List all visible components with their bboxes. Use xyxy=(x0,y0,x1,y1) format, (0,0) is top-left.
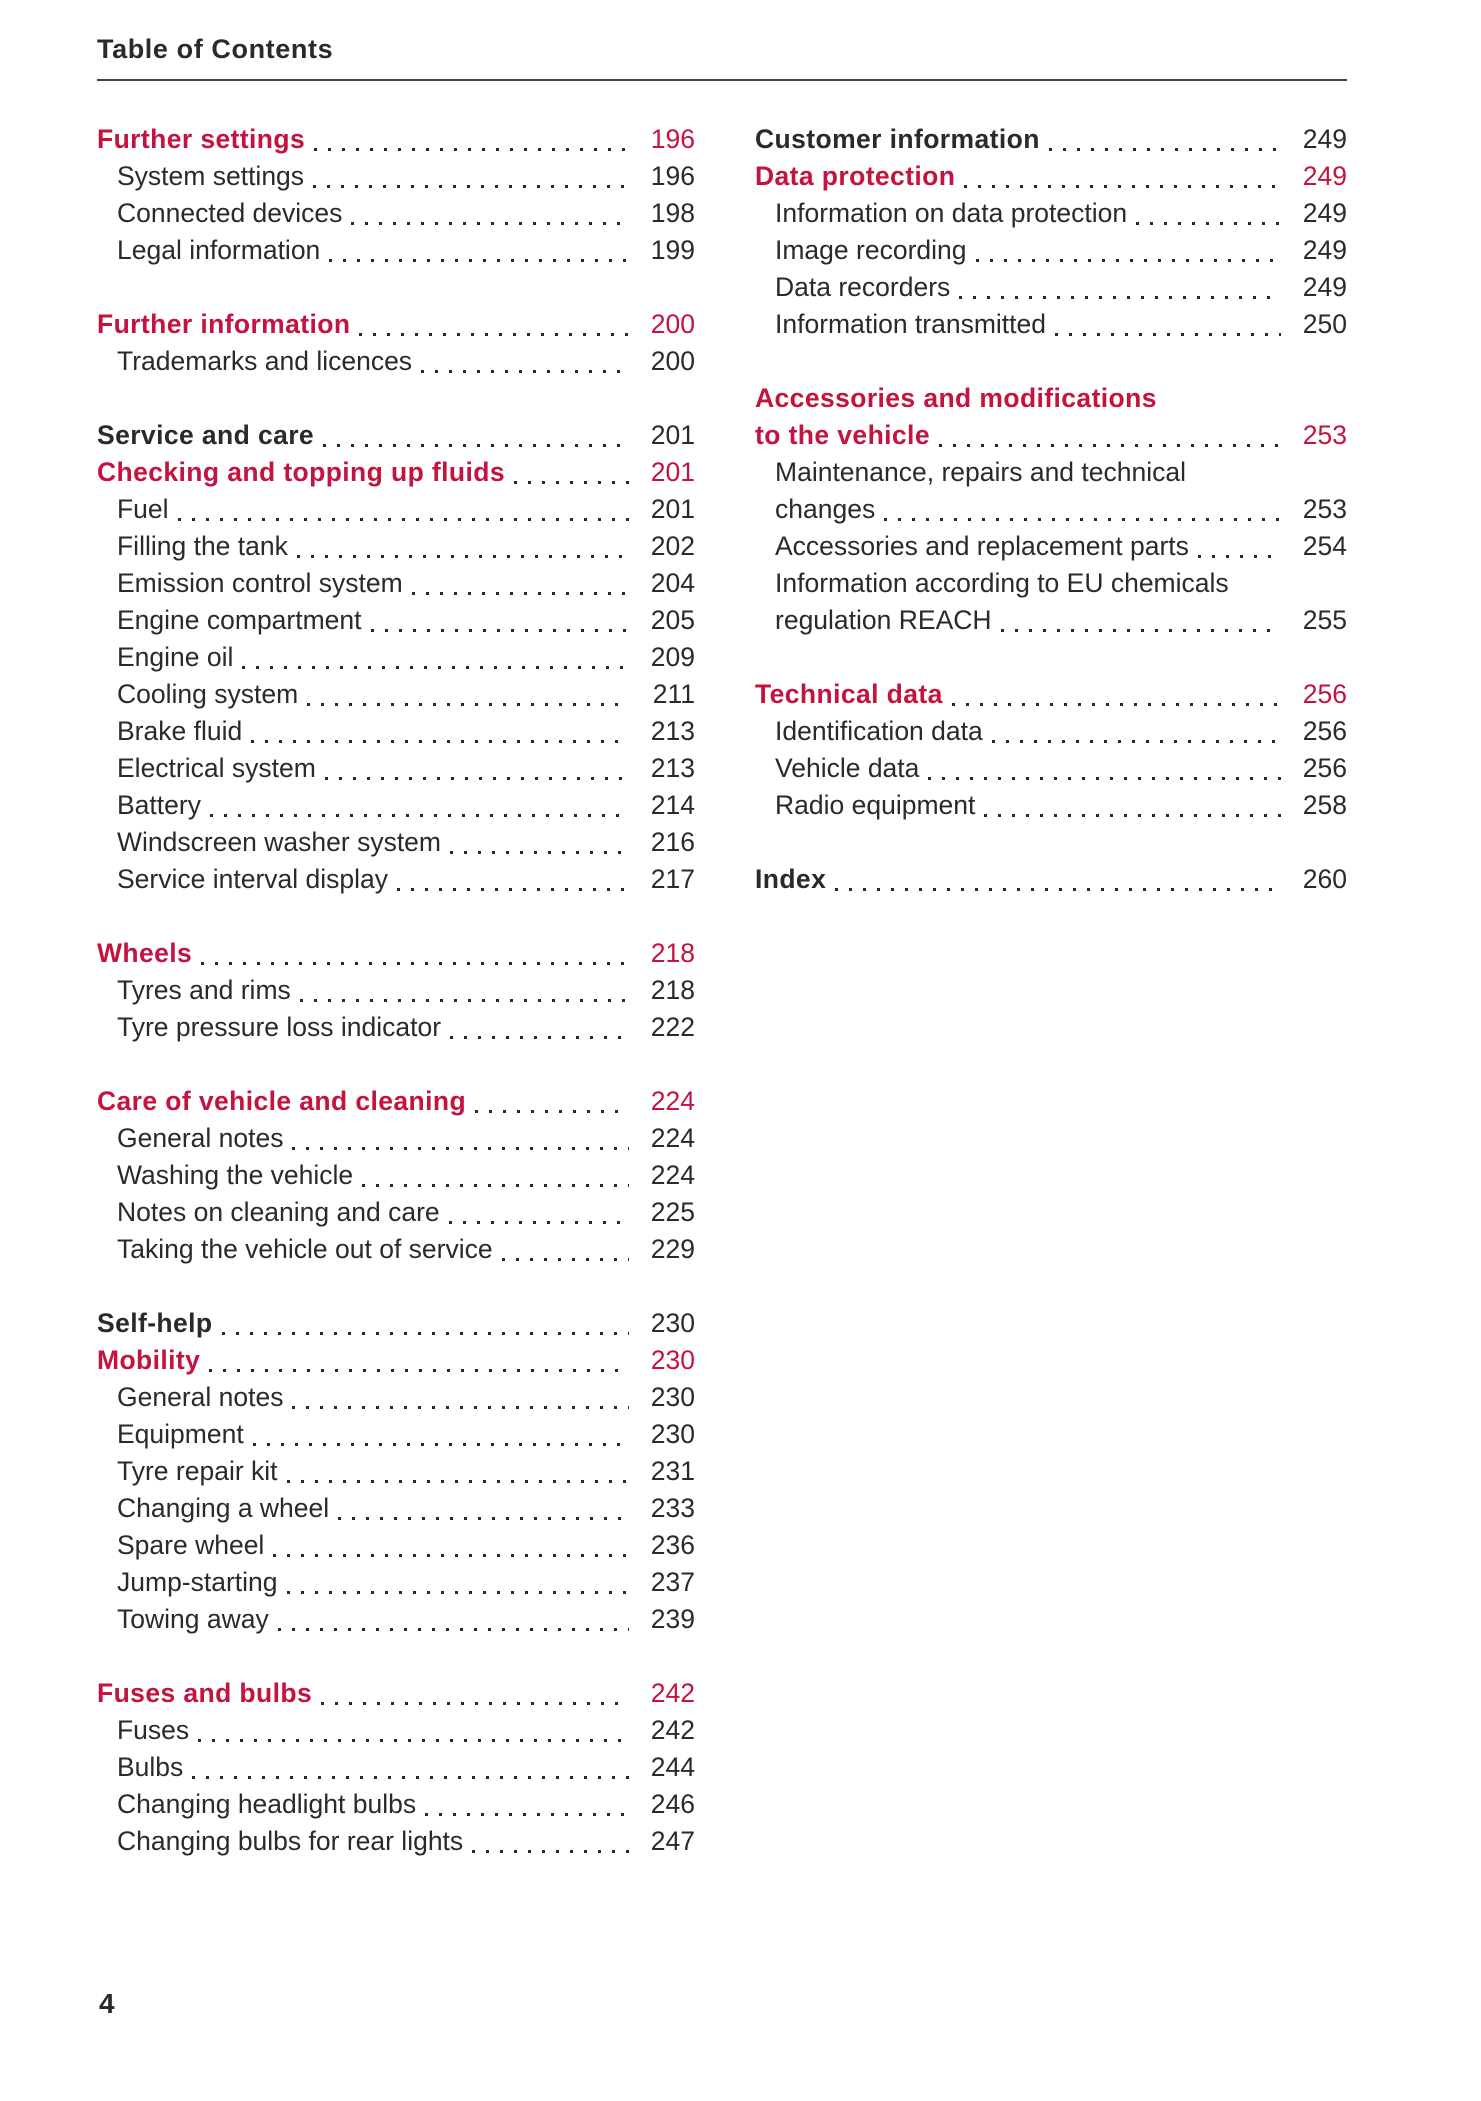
toc-entry-page: 213 xyxy=(650,716,695,746)
dot-leader xyxy=(242,666,629,669)
toc-entry xyxy=(97,787,695,824)
toc-entry-title: Maintenance, repairs and technical xyxy=(775,457,1186,487)
toc-entry xyxy=(97,491,695,528)
toc-entry-title: regulation REACH xyxy=(775,605,992,635)
toc-entry xyxy=(97,676,695,713)
toc-group xyxy=(97,1083,695,1268)
toc-entry-title: Further information xyxy=(97,309,351,339)
toc-entry-title: Technical data xyxy=(755,679,943,709)
toc-entry-page: 213 xyxy=(650,753,695,783)
toc-entry xyxy=(97,454,695,491)
toc-entry-title: Changing headlight bulbs xyxy=(117,1789,417,1819)
dot-leader xyxy=(992,740,1281,743)
toc-entry-page: 198 xyxy=(650,198,695,228)
toc-entry-title: General notes xyxy=(117,1123,284,1153)
toc-entry xyxy=(97,1527,695,1564)
toc-entry-page: 200 xyxy=(650,309,695,339)
toc-entry-page: 229 xyxy=(650,1234,695,1264)
dot-leader xyxy=(292,1406,629,1409)
toc-entry-page: 224 xyxy=(650,1086,695,1116)
toc-entry-title: Filling the tank xyxy=(117,531,288,561)
dot-leader xyxy=(412,592,629,595)
dot-leader xyxy=(198,1739,629,1742)
toc-entry xyxy=(97,1453,695,1490)
toc-entry-page: 249 xyxy=(1302,161,1347,191)
dot-leader xyxy=(421,370,629,373)
dot-leader xyxy=(835,888,1281,891)
toc-entry-title: Information on data protection xyxy=(775,198,1128,228)
toc-entry-page: 237 xyxy=(650,1567,695,1597)
toc-entry-page: 233 xyxy=(650,1493,695,1523)
toc-entry-title: Battery xyxy=(117,790,201,820)
toc-entry-title: Engine compartment xyxy=(117,605,362,635)
toc-entry xyxy=(755,269,1347,306)
dot-leader xyxy=(253,1443,629,1446)
dot-leader xyxy=(222,1332,629,1335)
toc-entry-page: 230 xyxy=(650,1382,695,1412)
dot-leader xyxy=(1136,222,1281,225)
toc-entry xyxy=(755,528,1347,565)
toc-entry-page: 236 xyxy=(650,1530,695,1560)
toc-entry-title: Image recording xyxy=(775,235,967,265)
dot-leader xyxy=(321,1702,629,1705)
toc-entry xyxy=(97,158,695,195)
toc-entry-page: 199 xyxy=(650,235,695,265)
dot-leader xyxy=(976,259,1282,262)
toc-entry-title: Fuses xyxy=(117,1715,190,1745)
dot-leader xyxy=(287,1591,629,1594)
toc-entry xyxy=(755,121,1347,158)
toc-entry-title: Data recorders xyxy=(775,272,951,302)
dot-leader xyxy=(984,814,1281,817)
dot-leader xyxy=(323,444,629,447)
toc-entry-page: 209 xyxy=(650,642,695,672)
toc-entry-title: Changing bulbs for rear lights xyxy=(117,1826,464,1856)
toc-entry xyxy=(97,1231,695,1268)
dot-leader xyxy=(201,962,629,965)
toc-group xyxy=(97,417,695,898)
folio-page-number: 4 xyxy=(99,1988,115,2019)
toc-entry-page: 242 xyxy=(650,1715,695,1745)
toc-entry xyxy=(97,1083,695,1120)
toc-entry xyxy=(97,195,695,232)
toc-entry-page: 216 xyxy=(650,827,695,857)
toc-entry-title: to the vehicle xyxy=(755,420,930,450)
dot-leader xyxy=(514,481,629,484)
toc-entry-title: Fuel xyxy=(117,494,169,524)
dot-leader xyxy=(502,1258,629,1261)
toc-entry-page: 218 xyxy=(650,938,695,968)
toc-entry-title: Service interval display xyxy=(117,864,389,894)
toc-entry-page: 201 xyxy=(650,420,695,450)
dot-leader xyxy=(1198,555,1281,558)
toc-entry-title: Brake fluid xyxy=(117,716,243,746)
toc-entry-page: 205 xyxy=(650,605,695,635)
toc-entry xyxy=(97,565,695,602)
toc-entry-title: Notes on cleaning and care xyxy=(117,1197,440,1227)
toc-entry-page: 253 xyxy=(1302,420,1347,450)
toc-group xyxy=(97,1675,695,1860)
dot-leader xyxy=(329,259,629,262)
toc-entry xyxy=(97,1712,695,1749)
dot-leader xyxy=(472,1850,629,1853)
dot-leader xyxy=(397,888,629,891)
dot-leader xyxy=(297,555,629,558)
toc-entry xyxy=(97,232,695,269)
dot-leader xyxy=(928,777,1281,780)
toc-entry-title: Index xyxy=(755,864,827,894)
toc-entry-title: Mobility xyxy=(97,1345,201,1375)
dot-leader xyxy=(362,1184,629,1187)
toc-entry-page: 214 xyxy=(650,790,695,820)
toc-entry xyxy=(97,1342,695,1379)
toc-entry-page: 202 xyxy=(650,531,695,561)
toc-entry-page: 200 xyxy=(650,346,695,376)
toc-entry xyxy=(755,306,1347,343)
toc-entry xyxy=(97,1823,695,1860)
toc-entry-page: 249 xyxy=(1302,124,1347,154)
toc-entry xyxy=(755,565,1347,602)
dot-leader xyxy=(251,740,629,743)
toc-entry xyxy=(755,195,1347,232)
toc-entry xyxy=(97,1601,695,1638)
toc-entry-page: 225 xyxy=(650,1197,695,1227)
toc-entry xyxy=(97,935,695,972)
toc-entry-page: 242 xyxy=(650,1678,695,1708)
toc-entry xyxy=(97,602,695,639)
toc-entry xyxy=(97,1564,695,1601)
dot-leader xyxy=(307,703,629,706)
toc-entry xyxy=(97,417,695,454)
toc-entry xyxy=(97,343,695,380)
toc-entry xyxy=(755,787,1347,824)
toc-entry-title: Further settings xyxy=(97,124,306,154)
toc-entry xyxy=(97,1120,695,1157)
toc-entry xyxy=(97,972,695,1009)
toc-entry-page: 230 xyxy=(650,1419,695,1449)
toc-column-right xyxy=(755,121,1347,898)
dot-leader xyxy=(449,1221,629,1224)
dot-leader xyxy=(278,1628,629,1631)
toc-entry-title: Spare wheel xyxy=(117,1530,265,1560)
toc-entry-title: Cooling system xyxy=(117,679,299,709)
dot-leader xyxy=(450,1036,629,1039)
toc-entry-title: General notes xyxy=(117,1382,284,1412)
toc-entry-page: 244 xyxy=(650,1752,695,1782)
toc-group xyxy=(97,306,695,380)
toc-entry xyxy=(755,158,1347,195)
toc-entry-title: Windscreen washer system xyxy=(117,827,441,857)
dot-leader xyxy=(210,814,629,817)
toc-entry-page: 222 xyxy=(650,1012,695,1042)
dot-leader xyxy=(325,777,629,780)
toc-entry-page: 256 xyxy=(1302,679,1347,709)
toc-entry-title: Accessories and replacement parts xyxy=(775,531,1189,561)
toc-entry xyxy=(97,1749,695,1786)
toc-entry xyxy=(97,639,695,676)
dot-leader xyxy=(314,148,629,151)
dot-leader xyxy=(178,518,629,521)
toc-entry-page: 204 xyxy=(650,568,695,598)
toc-entry-page: 256 xyxy=(1302,716,1347,746)
page-header xyxy=(97,34,1347,81)
toc-entry-title: Trademarks and licences xyxy=(117,346,413,376)
dot-leader xyxy=(884,518,1281,521)
toc-entry-title: Service and care xyxy=(97,420,315,450)
toc-entry-page: 256 xyxy=(1302,753,1347,783)
toc-entry-page: 246 xyxy=(650,1789,695,1819)
toc-entry xyxy=(97,1786,695,1823)
toc-entry-page: 230 xyxy=(650,1345,695,1375)
toc-entry-title: Equipment xyxy=(117,1419,244,1449)
dot-leader xyxy=(371,629,629,632)
toc-entry xyxy=(97,1194,695,1231)
toc-group xyxy=(755,861,1347,898)
toc-entry-page: 196 xyxy=(650,161,695,191)
toc-entry-title: Washing the vehicle xyxy=(117,1160,354,1190)
dot-leader xyxy=(959,296,1281,299)
toc-entry xyxy=(97,528,695,565)
toc-entry xyxy=(97,1305,695,1342)
toc-entry xyxy=(755,491,1347,528)
toc-entry xyxy=(97,1416,695,1453)
toc-entry-title: Tyre pressure loss indicator xyxy=(117,1012,442,1042)
toc-entry-title: Changing a wheel xyxy=(117,1493,330,1523)
toc-entry-title: Accessories and modifications xyxy=(755,383,1157,413)
toc-entry xyxy=(755,861,1347,898)
header-rule xyxy=(97,79,1347,81)
toc-entry xyxy=(97,1490,695,1527)
toc-entry xyxy=(755,232,1347,269)
dot-leader xyxy=(1055,333,1281,336)
toc-entry-title: Identification data xyxy=(775,716,983,746)
toc-group xyxy=(97,121,695,269)
toc-entry-page: 230 xyxy=(650,1308,695,1338)
toc-entry-title: Self-help xyxy=(97,1308,213,1338)
dot-leader xyxy=(313,185,629,188)
toc-entry-page: 249 xyxy=(1302,198,1347,228)
dot-leader xyxy=(351,222,629,225)
dot-leader xyxy=(359,333,629,336)
toc-entry-page: 217 xyxy=(650,864,695,894)
toc-entry-page: 250 xyxy=(1302,309,1347,339)
toc-entry-title: Legal information xyxy=(117,235,321,265)
toc-entry xyxy=(755,454,1347,491)
toc-entry xyxy=(97,1675,695,1712)
dot-leader xyxy=(450,851,629,854)
toc-entry xyxy=(755,380,1347,417)
toc-group xyxy=(97,935,695,1046)
toc-entry-title: Radio equipment xyxy=(775,790,976,820)
toc-entry xyxy=(755,676,1347,713)
toc-entry xyxy=(97,1157,695,1194)
toc-column-left xyxy=(97,121,695,1860)
toc-entry xyxy=(755,602,1347,639)
toc-group xyxy=(755,121,1347,343)
toc-entry-page: 258 xyxy=(1302,790,1347,820)
toc-entry-title: System settings xyxy=(117,161,305,191)
toc-entry-page: 247 xyxy=(650,1826,695,1856)
dot-leader xyxy=(209,1369,629,1372)
dot-leader xyxy=(952,703,1281,706)
toc-entry-title: Customer information xyxy=(755,124,1040,154)
dot-leader xyxy=(287,1480,629,1483)
toc-entry-page: 260 xyxy=(1302,864,1347,894)
dot-leader xyxy=(300,999,629,1002)
dot-leader xyxy=(939,444,1281,447)
dot-leader xyxy=(292,1147,629,1150)
toc-entry-title: Engine oil xyxy=(117,642,234,672)
toc-entry-title: Electrical system xyxy=(117,753,316,783)
toc-entry-title: Care of vehicle and cleaning xyxy=(97,1086,467,1116)
toc-entry-title: Information according to EU chemicals xyxy=(775,568,1229,598)
dot-leader xyxy=(1001,629,1281,632)
toc-entry-page: 224 xyxy=(650,1123,695,1153)
toc-entry-page: 224 xyxy=(650,1160,695,1190)
toc-entry xyxy=(755,750,1347,787)
toc-entry-title: Towing away xyxy=(117,1604,269,1634)
toc-entry-title: Tyre repair kit xyxy=(117,1456,278,1486)
dot-leader xyxy=(273,1554,629,1557)
toc-entry xyxy=(97,306,695,343)
toc-entry-title: Bulbs xyxy=(117,1752,184,1782)
toc-entry-page: 201 xyxy=(650,457,695,487)
toc-entry-page: 201 xyxy=(650,494,695,524)
toc-entry-page: 239 xyxy=(650,1604,695,1634)
toc-entry-title: Information transmitted xyxy=(775,309,1047,339)
toc-entry xyxy=(755,417,1347,454)
toc-entry xyxy=(97,750,695,787)
toc-entry xyxy=(97,861,695,898)
toc-entry-page: 249 xyxy=(1302,235,1347,265)
toc-entry xyxy=(97,1379,695,1416)
toc-entry-title: Data protection xyxy=(755,161,956,191)
dot-leader xyxy=(475,1110,629,1113)
dot-leader xyxy=(338,1517,629,1520)
toc-columns xyxy=(97,121,1347,1860)
toc-entry-title: Jump-starting xyxy=(117,1567,278,1597)
toc-entry-title: changes xyxy=(775,494,876,524)
toc-entry-page: 211 xyxy=(652,679,695,709)
toc-entry-title: Taking the vehicle out of service xyxy=(117,1234,493,1264)
dot-leader xyxy=(192,1776,629,1779)
toc-entry-title: Vehicle data xyxy=(775,753,920,783)
toc-entry-title: Tyres and rims xyxy=(117,975,291,1005)
toc-entry-page: 196 xyxy=(650,124,695,154)
page-title: Table of Contents xyxy=(97,34,334,64)
toc-group xyxy=(755,676,1347,824)
toc-entry xyxy=(97,713,695,750)
toc-entry-title: Emission control system xyxy=(117,568,403,598)
toc-entry-title: Fuses and bulbs xyxy=(97,1678,313,1708)
toc-entry-page: 249 xyxy=(1302,272,1347,302)
toc-entry-page: 253 xyxy=(1302,494,1347,524)
toc-entry-page: 254 xyxy=(1302,531,1347,561)
dot-leader xyxy=(964,185,1281,188)
dot-leader xyxy=(1049,148,1281,151)
toc-entry-title: Connected devices xyxy=(117,198,343,228)
toc-entry xyxy=(755,713,1347,750)
toc-entry xyxy=(97,824,695,861)
toc-group xyxy=(755,380,1347,639)
toc-entry xyxy=(97,1009,695,1046)
toc-entry-page: 231 xyxy=(650,1456,695,1486)
toc-entry xyxy=(97,121,695,158)
toc-entry-page: 255 xyxy=(1302,605,1347,635)
toc-group xyxy=(97,1305,695,1638)
toc-entry-page: 218 xyxy=(650,975,695,1005)
toc-entry-title: Checking and topping up fluids xyxy=(97,457,505,487)
dot-leader xyxy=(425,1813,629,1816)
toc-entry-title: Wheels xyxy=(97,938,193,968)
